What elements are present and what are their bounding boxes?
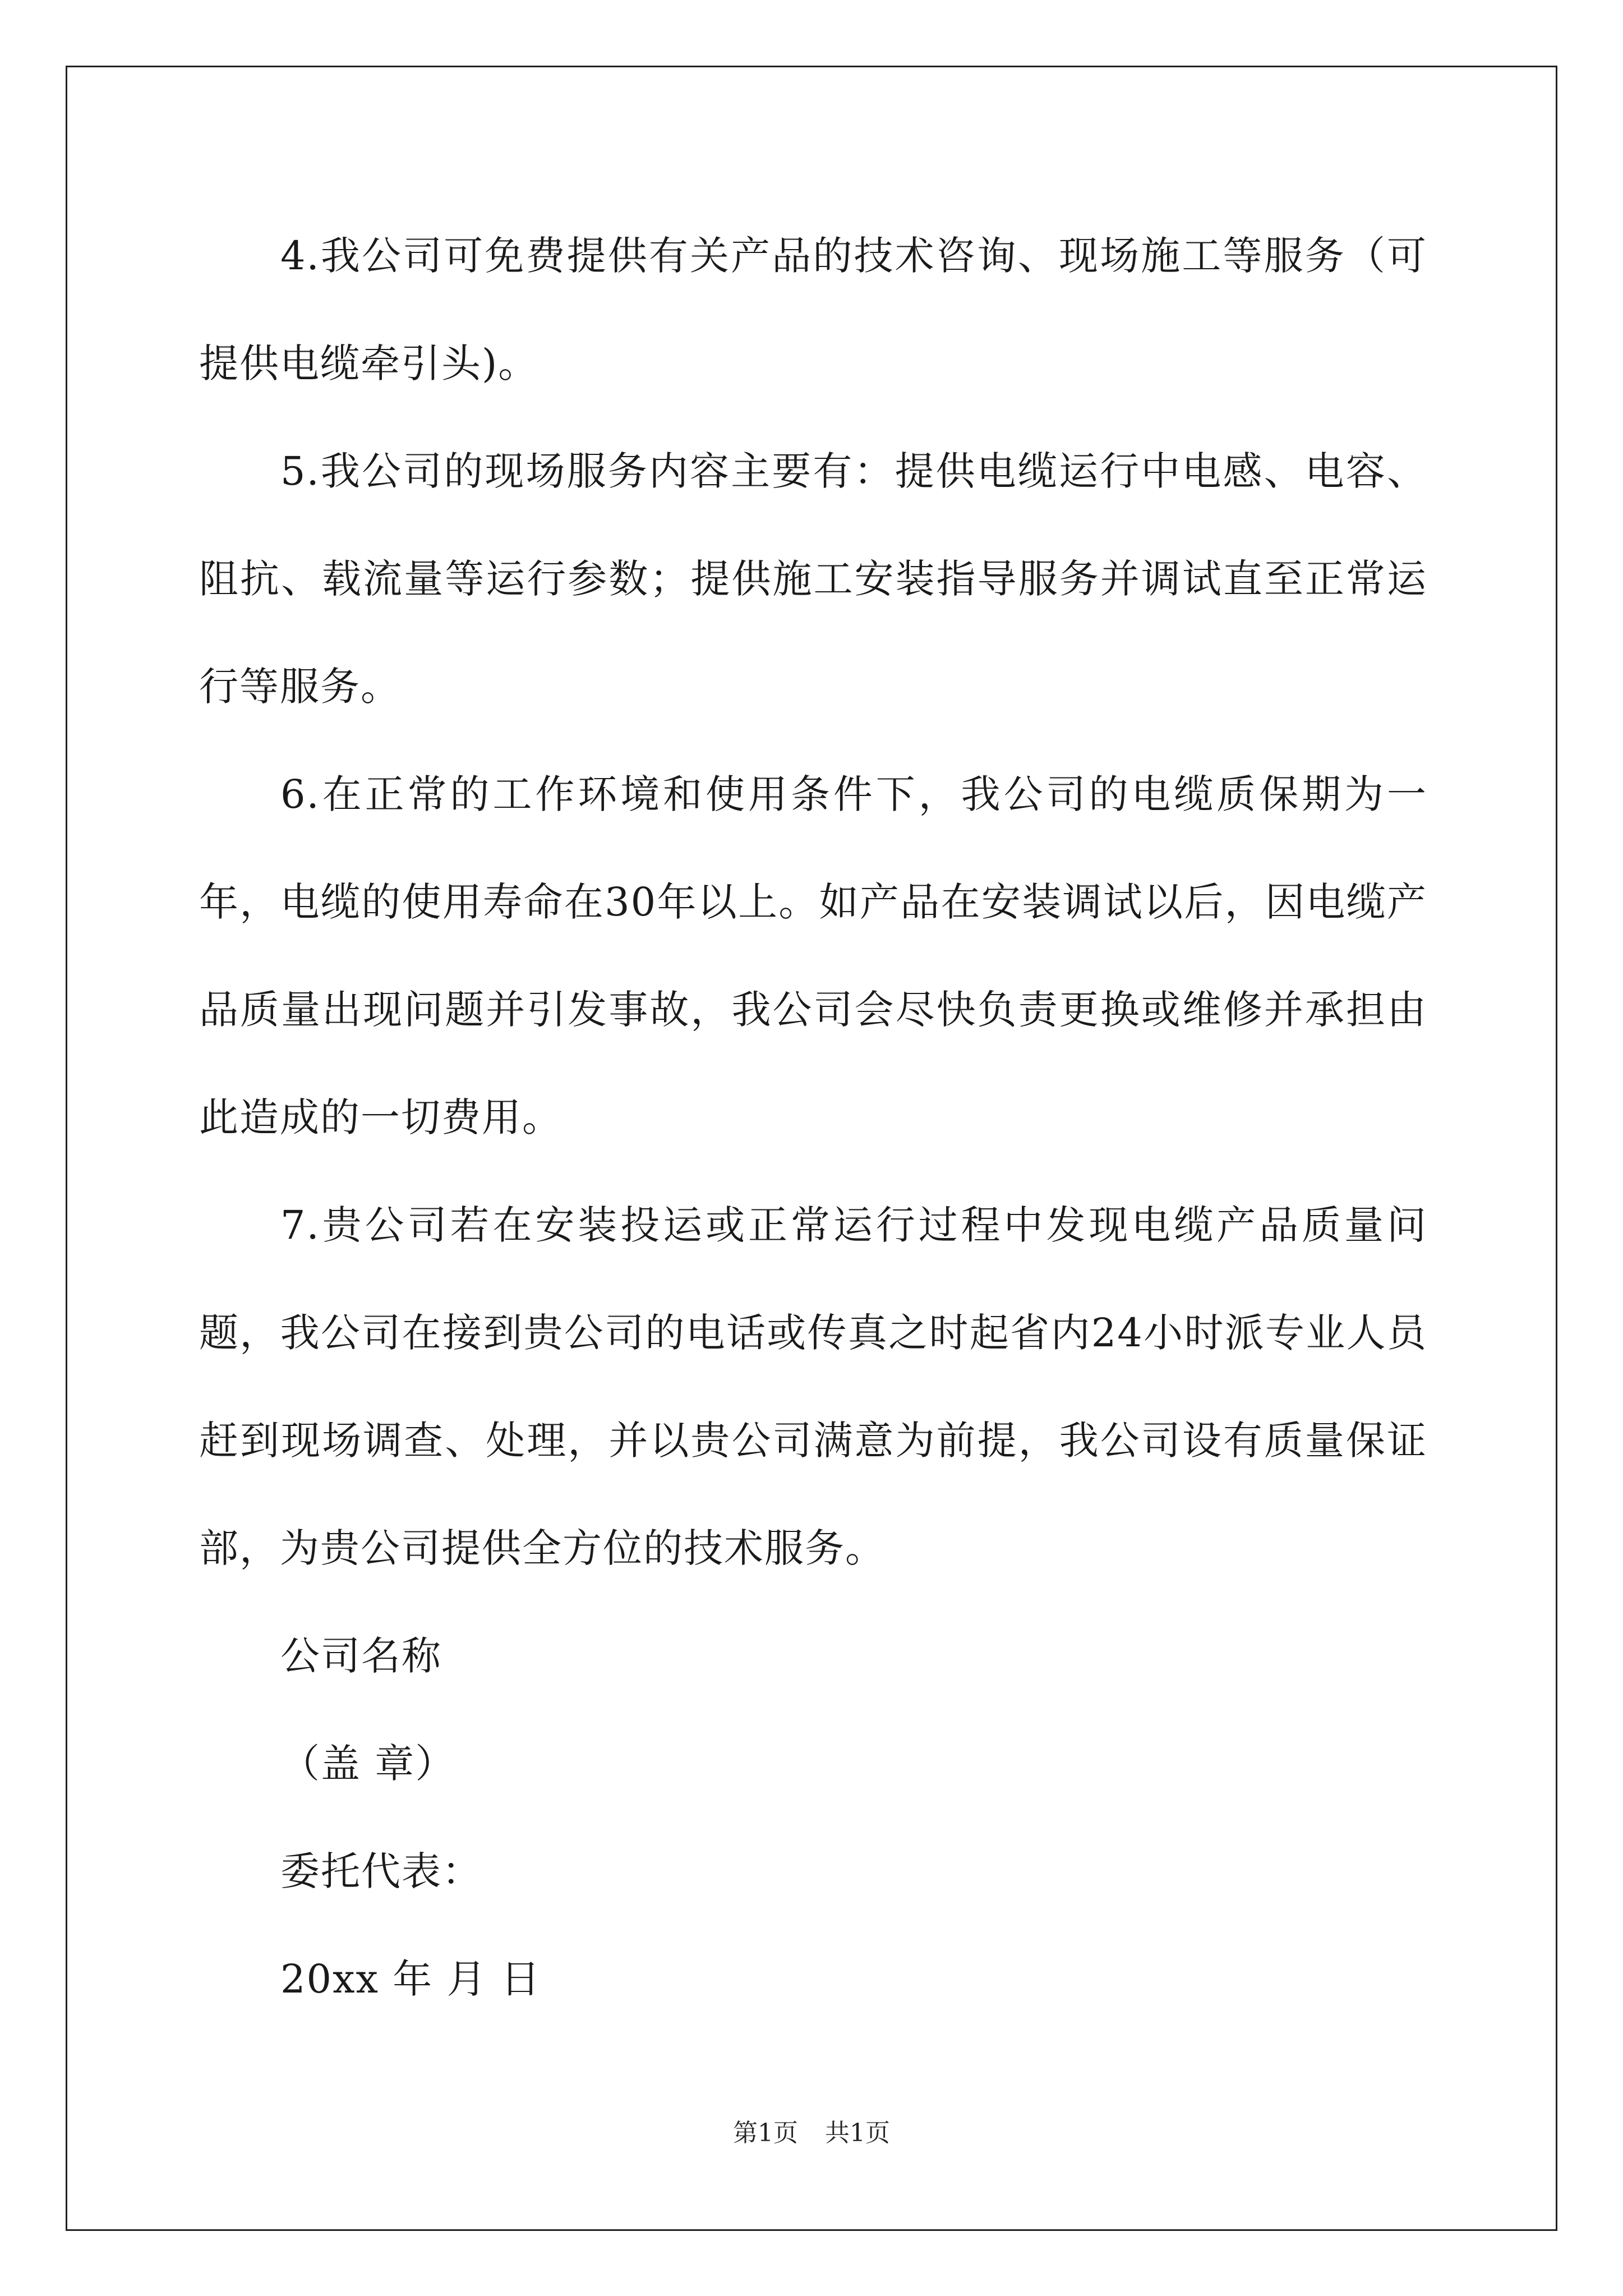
seal-label: （盖 章）: [280, 1741, 456, 1787]
page-number: 第1页: [733, 2119, 798, 2147]
page-total: 共1页: [825, 2119, 890, 2147]
document-body: [199, 202, 1427, 2033]
date-line: 20xx 年 月 日: [280, 1956, 541, 2002]
paragraph-6: 6.在正常的工作环境和使用条件下，我公司的电缆质保期为一年，电缆的使用寿命在30年以上。如产品在安装调试以后，因电缆产品质量出现问题并引发事故，我公司会尽快负责更换或维修并承担由此造成的一切费用。: [199, 771, 1427, 1140]
paragraph-7: 7.贵公司若在安装投运或正常运行过程中发现电缆产品质量问题，我公司在接到贵公司的电话或传真之时起省内24小时派专业人员赶到现场调查、处理，并以贵公司满意为前提，我公司设有质量保证部，为贵公司提供全方位的技术服务。: [199, 1202, 1427, 1571]
paragraph-5: 5.我公司的现场服务内容主要有：提供电缆运行中电感、电容、阻抗、载流量等运行参数；提供施工安装指导服务并调试直至正常运行等服务。: [199, 448, 1427, 710]
company-name: 公司名称: [280, 1633, 442, 1679]
paragraph-4: 4.我公司可免费提供有关产品的技术咨询、现场施工等服务（可提供电缆牵引头)。: [199, 233, 1427, 386]
representative-label: 委托代表：: [280, 1848, 482, 1894]
page-footer: [0, 2113, 1623, 2148]
